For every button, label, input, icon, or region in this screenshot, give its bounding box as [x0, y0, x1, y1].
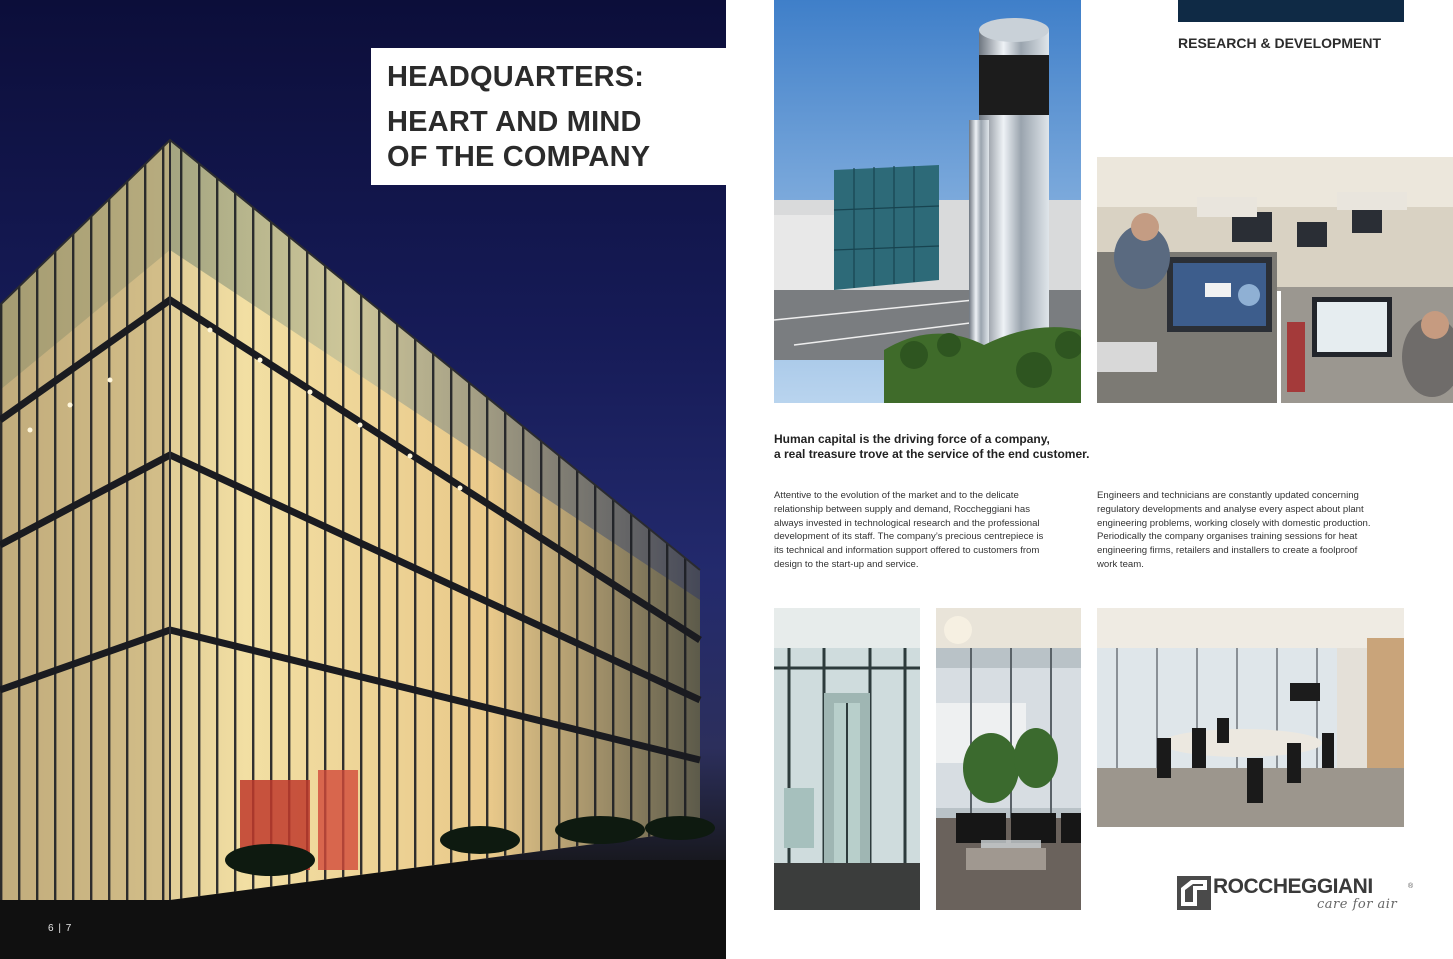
body-right-line: engineering firms, retailers and installers to create a foolproof — [1097, 545, 1358, 557]
body-column-left — [774, 489, 1081, 572]
headline-line-1: HEADQUARTERS: — [387, 61, 645, 93]
body-left-line: design to the start-up and service. — [774, 558, 919, 570]
body-left-line: relationship between supply and demand, Roccheggiani has — [774, 503, 1031, 515]
left-page — [0, 0, 726, 959]
logo-registered-mark: ® — [1408, 883, 1414, 890]
roccheggiani-logo — [1177, 872, 1422, 920]
body-left-line: Attentive to the evolution of the market and to the delicate — [774, 490, 1019, 501]
body-right-line: regulatory developments and analyse every aspect about plant — [1097, 503, 1364, 515]
body-left-line: development of its staff. The company’s precious centrepiece is — [774, 531, 1044, 543]
section-title: RESEARCH & DEVELOPMENT — [1178, 35, 1382, 51]
logo-name: ROCCHEGGIANI — [1213, 875, 1373, 898]
section-color-bar — [1178, 0, 1404, 22]
logo-tagline: care for air — [1317, 897, 1398, 912]
page-number: 6 | 7 — [48, 923, 73, 934]
body-right-line: Engineers and technicians are constantly updated concerning — [1097, 490, 1359, 501]
body-left-line: its technical and information support offered to customers from — [774, 545, 1040, 557]
chimney-tower-photo — [774, 0, 1081, 403]
rd-office-photo — [1097, 157, 1453, 403]
glass-elevator-photo — [774, 608, 920, 910]
body-right-line: Periodically the company organises training sessions for heat — [1097, 531, 1358, 543]
lobby-photo — [936, 608, 1081, 910]
body-right-line: engineering problems, working closely with domestic production. — [1097, 517, 1371, 529]
logo-mark-icon — [1177, 876, 1211, 910]
headline-line-2: HEART AND MIND — [387, 106, 642, 138]
headline-line-3: OF THE COMPANY — [387, 141, 651, 173]
lead-line-1: Human capital is the driving force of a company, — [774, 432, 1050, 446]
lead-paragraph — [774, 432, 1094, 462]
lead-line-2: a real treasure trove at the service of the end customer. — [774, 447, 1090, 461]
meeting-room-photo — [1097, 608, 1404, 827]
body-left-line: always invested in technological research and the professional — [774, 517, 1040, 529]
headline-box — [371, 48, 726, 185]
body-right-line: work team. — [1097, 558, 1144, 570]
body-column-right — [1097, 489, 1404, 572]
